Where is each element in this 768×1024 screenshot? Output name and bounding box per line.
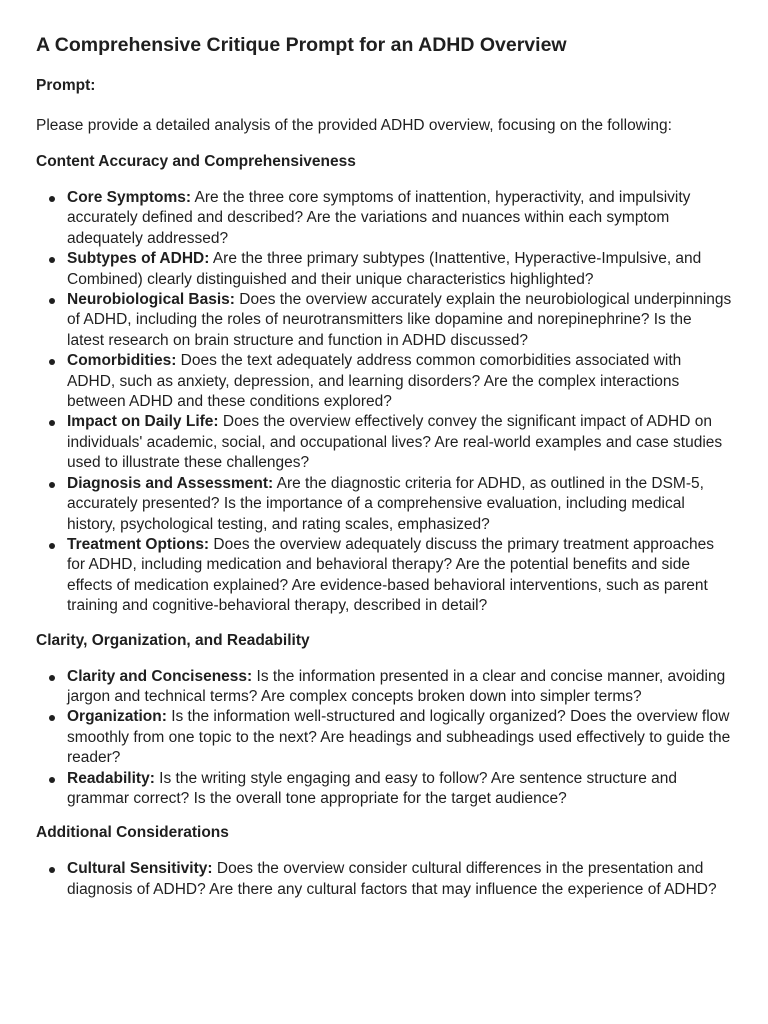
section-additional-considerations (36, 821, 732, 900)
intro-paragraph: Please provide a detailed analysis of the provided ADHD overview, focusing on the following: (36, 117, 672, 134)
item-term: Organization: (67, 708, 167, 726)
section-heading: Additional Considerations (36, 824, 229, 842)
prompt-label: Prompt: (36, 77, 96, 94)
item-text: Is the writing style engaging and easy to follow? Are sentence structure and grammar correct? Is the overall tone appropriate for the target audience? (67, 769, 678, 807)
item-term: Diagnosis and Assessment: (67, 474, 274, 492)
item-text: Does the overview effectively convey the significant impact of ADHD on individuals' academic, social, and occupational lives? Are real-world examples and case studies used to illustrate these challenges? (67, 413, 723, 472)
section-heading: Content Accuracy and Comprehensiveness (36, 153, 356, 170)
item-term: Cultural Sensitivity: (67, 860, 213, 878)
list-item-clarity-conciseness (67, 667, 732, 708)
list-item-neurobiological-basis (67, 290, 732, 351)
criteria-list (36, 859, 732, 900)
item-term: Readability: (67, 769, 155, 787)
item-term: Comorbidities: (67, 352, 177, 370)
item-text: Does the overview accurately explain the neurobiological underpinnings of ADHD, including the roles of neurotransmitters like dopamine and norepinephrine? Is the latest research on brain structure and function in ADHD discussed? (67, 291, 732, 349)
list-item-diagnosis-assessment (67, 474, 732, 535)
list-item-cultural-sensitivity (67, 859, 732, 900)
item-term: Impact on Daily Life: (67, 413, 219, 431)
item-text: Does the overview adequately discuss the primary treatment approaches for ADHD, including medication and behavioral therapy? Are the potential benefits and side effects of medication explained? Are evidence-based behavioral interventions, such as parent training and cognitive-behavioral therapy, described in detail? (67, 535, 714, 615)
list-item-comorbidities (67, 351, 732, 412)
list-item-subtypes (67, 249, 732, 290)
document-title: A Comprehensive Critique Prompt for an ADHD Overview (36, 34, 567, 56)
item-text: Are the diagnostic criteria for ADHD, as outlined in the DSM-5, accurately presented? Is the importance of a comprehensive evaluation, including medical history, psychological testing, and rating scales, emphasized? (67, 474, 704, 533)
section-clarity-organization (36, 629, 732, 810)
criteria-list (36, 188, 732, 617)
section-heading: Clarity, Organization, and Readability (36, 631, 310, 649)
list-item-organization (67, 707, 732, 768)
criteria-list (36, 667, 732, 810)
item-text: Is the information well-structured and logically organized? Does the overview flow smoothly from one topic to the next? Are headings and subheadings used effectively to guide the reader? (67, 708, 731, 767)
item-term: Neurobiological Basis: (67, 291, 235, 309)
list-item-treatment-options (67, 535, 732, 617)
item-term: Treatment Options: (67, 535, 210, 553)
item-text: Are the three core symptoms of inattention, hyperactivity, and impulsivity accurately defined and described? Are the variations and nuances within each symptom adequately addressed? (67, 189, 691, 247)
list-item-core-symptoms (67, 188, 732, 249)
item-term: Clarity and Conciseness: (67, 667, 253, 685)
list-item-impact-daily-life (67, 412, 732, 473)
item-text: Does the overview consider cultural differences in the presentation and diagnosis of ADHD? Are there any cultural factors that may influence the experience of ADHD? (67, 860, 717, 898)
item-text: Does the text adequately address common comorbidities associated with ADHD, such as anxiety, depression, and learning disorders? Are the complex interactions between ADHD and these conditions explored? (67, 352, 682, 411)
item-term: Subtypes of ADHD: (67, 250, 210, 268)
item-text: Is the information presented in a clear and concise manner, avoiding jargon and technical terms? Are complex concepts broken down into simpler terms? (67, 667, 726, 705)
item-term: Core Symptoms: (67, 189, 192, 206)
list-item-readability (67, 769, 732, 810)
item-text: Are the three primary subtypes (Inattentive, Hyperactive-Impulsive, and Combined) clearly distinguished and their unique characteristics highlighted? (67, 250, 702, 288)
section-content-accuracy (36, 150, 732, 617)
